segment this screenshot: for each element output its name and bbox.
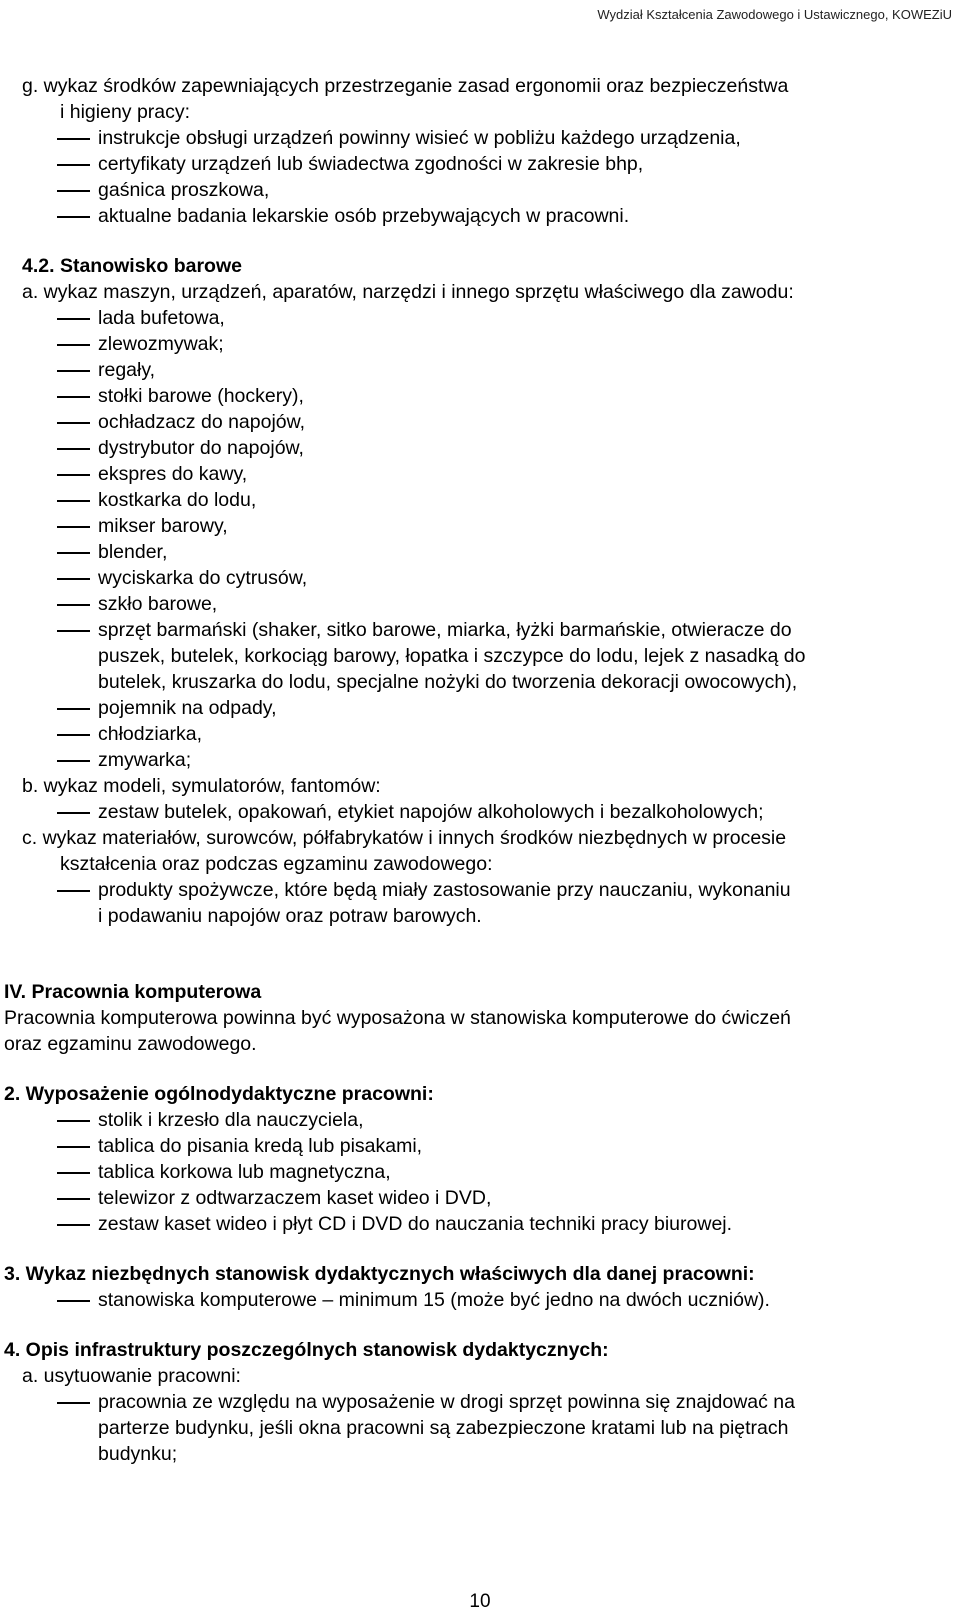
text-line: b. wykaz modeli, symulatorów, fantomów: [22, 775, 381, 797]
list-dash-icon [57, 448, 90, 450]
section-heading: IV. Pracownia komputerowa [4, 981, 262, 1003]
list-item: regały, [98, 359, 156, 381]
list-dash-icon [57, 604, 90, 606]
list-dash-icon [57, 760, 90, 762]
section-heading: 3. Wykaz niezbędnych stanowisk dydaktycznych właściwych dla danej pracowni: [4, 1263, 755, 1285]
list-dash-icon [57, 812, 90, 814]
section-heading: 2. Wyposażenie ogólnodydaktyczne pracowni: [4, 1083, 434, 1105]
list-item: zlewozmywak; [98, 333, 224, 355]
list-item: gaśnica proszkowa, [98, 179, 270, 201]
list-dash-icon [57, 190, 90, 192]
list-item: ochładzacz do napojów, [98, 411, 306, 433]
list-item: szkło barowe, [98, 593, 218, 615]
list-dash-icon [57, 474, 90, 476]
text-line: i higieny pracy: [60, 101, 191, 123]
list-dash-icon [57, 630, 90, 632]
list-dash-icon [57, 318, 90, 320]
text-line: Pracownia komputerowa powinna być wyposażona w stanowiska komputerowe do ćwiczeń [4, 1007, 791, 1029]
section-heading: 4.2. Stanowisko barowe [22, 255, 242, 277]
list-dash-icon [57, 422, 90, 424]
list-item: ekspres do kawy, [98, 463, 248, 485]
list-item: chłodziarka, [98, 723, 203, 745]
list-dash-icon [57, 1402, 90, 1404]
page-number: 10 [469, 1591, 491, 1612]
list-dash-icon [57, 1198, 90, 1200]
text-line: a. usytuowanie pracowni: [22, 1365, 241, 1387]
list-item: lada bufetowa, [98, 307, 225, 329]
list-dash-icon [57, 578, 90, 580]
list-item: wyciskarka do cytrusów, [98, 567, 308, 589]
list-item: blender, [98, 541, 168, 563]
list-item: stołki barowe (hockery), [98, 385, 304, 407]
list-item: stolik i krzesło dla nauczyciela, [98, 1109, 364, 1131]
list-item: tablica do pisania kredą lub pisakami, [98, 1135, 423, 1157]
list-item: zmywarka; [98, 749, 192, 771]
text-line: budynku; [98, 1443, 178, 1465]
text-line: c. wykaz materiałów, surowców, półfabrykatów i innych środków niezbędnych w procesie [22, 827, 787, 849]
list-dash-icon [57, 890, 90, 892]
list-dash-icon [57, 500, 90, 502]
list-dash-icon [57, 1172, 90, 1174]
list-dash-icon [57, 164, 90, 166]
text-line: puszek, butelek, korkociąg barowy, łopatka i szczypce do lodu, lejek z nasadką do [98, 645, 806, 667]
page-header: Wydział Kształcenia Zawodowego i Ustawicznego, KOWEZiU [597, 7, 952, 22]
list-dash-icon [57, 1146, 90, 1148]
text-line: i podawaniu napojów oraz potraw barowych. [98, 905, 482, 927]
section-heading: 4. Opis infrastruktury poszczególnych stanowisk dydaktycznych: [4, 1339, 609, 1361]
list-dash-icon [57, 344, 90, 346]
list-item: zestaw kaset wideo i płyt CD i DVD do nauczania techniki pracy biurowej. [98, 1213, 733, 1235]
list-item: stanowiska komputerowe – minimum 15 (może być jedno na dwóch uczniów). [98, 1289, 770, 1311]
list-item: tablica korkowa lub magnetyczna, [98, 1161, 391, 1183]
list-item: kostkarka do lodu, [98, 489, 257, 511]
list-dash-icon [57, 138, 90, 140]
list-dash-icon [57, 1224, 90, 1226]
text-line: parterze budynku, jeśli okna pracowni są zabezpieczone kratami lub na piętrach [98, 1417, 789, 1439]
list-item: dystrybutor do napojów, [98, 437, 304, 459]
list-item: pracownia ze względu na wyposażenie w drogi sprzęt powinna się znajdować na [98, 1391, 795, 1413]
list-item: pojemnik na odpady, [98, 697, 277, 719]
list-dash-icon [57, 1300, 90, 1302]
text-line: kształcenia oraz podczas egzaminu zawodowego: [60, 853, 493, 875]
list-item: sprzęt barmański (shaker, sitko barowe, miarka, łyżki barmańskie, otwieracze do [98, 619, 792, 641]
list-dash-icon [57, 1120, 90, 1122]
list-item: telewizor z odtwarzaczem kaset wideo i DVD, [98, 1187, 492, 1209]
list-item: instrukcje obsługi urządzeń powinny wisieć w pobliżu każdego urządzenia, [98, 127, 741, 149]
list-item: mikser barowy, [98, 515, 228, 537]
list-item: aktualne badania lekarskie osób przebywających w pracowni. [98, 205, 630, 227]
list-dash-icon [57, 370, 90, 372]
list-dash-icon [57, 526, 90, 528]
list-dash-icon [57, 708, 90, 710]
list-dash-icon [57, 396, 90, 398]
list-item: certyfikaty urządzeń lub świadectwa zgodności w zakresie bhp, [98, 153, 644, 175]
list-item: zestaw butelek, opakowań, etykiet napojów alkoholowych i bezalkoholowych; [98, 801, 764, 823]
text-line: a. wykaz maszyn, urządzeń, aparatów, narzędzi i innego sprzętu właściwego dla zawodu: [22, 281, 794, 303]
list-dash-icon [57, 216, 90, 218]
text-line: butelek, kruszarka do lodu, specjalne nożyki do tworzenia dekoracji owocowych), [98, 671, 798, 693]
list-item: produkty spożywcze, które będą miały zastosowanie przy nauczaniu, wykonaniu [98, 879, 791, 901]
text-line: oraz egzaminu zawodowego. [4, 1033, 257, 1055]
text-line: g. wykaz środków zapewniających przestrzeganie zasad ergonomii oraz bezpieczeństwa [22, 75, 789, 97]
list-dash-icon [57, 734, 90, 736]
list-dash-icon [57, 552, 90, 554]
